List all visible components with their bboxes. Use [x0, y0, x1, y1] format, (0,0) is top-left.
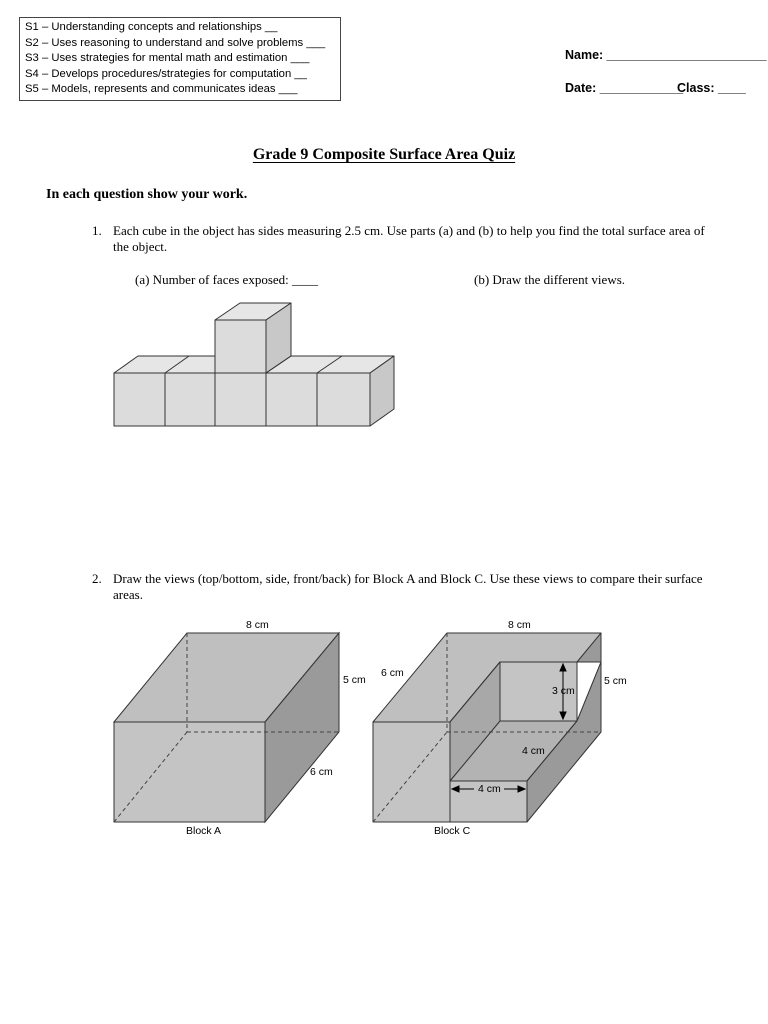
block-c-notch-depth-label: 4 cm	[522, 745, 545, 757]
block-a-front-face	[114, 722, 265, 822]
skill-item: S5 – Models, represents and communicates ideas ___	[25, 83, 298, 96]
cube-front-face	[114, 373, 165, 426]
block-a-length-label: 8 cm	[246, 619, 269, 631]
date-field[interactable]: Date: ____________	[565, 81, 684, 95]
class-field[interactable]: Class: ____	[677, 81, 746, 95]
page-title: Grade 9 Composite Surface Area Quiz	[252, 146, 516, 163]
question-2-text: Draw the views (top/bottom, side, front/back) for Block A and Block C. Use these views to compare their surface areas.	[113, 571, 703, 602]
block-a-height-label: 5 cm	[343, 674, 366, 686]
question-1-part-a: (a) Number of faces exposed: ____	[135, 272, 319, 287]
question-1-number: 1.	[92, 223, 102, 238]
skill-item: S3 – Uses strategies for mental math and estimation ___	[25, 52, 310, 65]
block-a-depth-label: 6 cm	[310, 766, 333, 778]
block-c-length-label: 8 cm	[508, 619, 531, 631]
block-c-notch-height-label: 3 cm	[552, 685, 575, 697]
cube-object-figure	[100, 296, 410, 436]
skill-item: S4 – Develops procedures/strategies for computation __	[25, 67, 307, 80]
instructions: In each question show your work.	[46, 187, 248, 202]
block-c-front-upper-face	[373, 722, 450, 822]
top-cube-front-face	[215, 320, 266, 373]
question-1-part-b: (b) Draw the different views.	[474, 272, 626, 287]
skill-item: S2 – Uses reasoning to understand and solve problems ___	[25, 36, 326, 49]
skill-item: S1 – Understanding concepts and relationships __	[25, 21, 278, 33]
name-field[interactable]: Name: _______________________	[565, 48, 767, 62]
skills-checklist	[19, 17, 341, 101]
block-c-height-label: 5 cm	[604, 675, 627, 687]
cube-front-face	[266, 373, 317, 426]
block-a-figure	[105, 625, 355, 830]
question-1-text: Each cube in the object has sides measuring 2.5 cm. Use parts (a) and (b) to help you find the total surface area of the object.	[113, 223, 705, 254]
block-c-figure	[365, 625, 610, 830]
block-c-depth-label: 6 cm	[381, 667, 404, 679]
block-c-notch-width-label: 4 cm	[478, 783, 501, 795]
cube-front-face	[317, 373, 370, 426]
cube-front-face	[165, 373, 215, 426]
question-2-number: 2.	[92, 571, 102, 586]
block-a-caption: Block A	[186, 825, 222, 837]
cube-front-face	[215, 373, 266, 426]
block-c-caption: Block C	[434, 825, 471, 837]
